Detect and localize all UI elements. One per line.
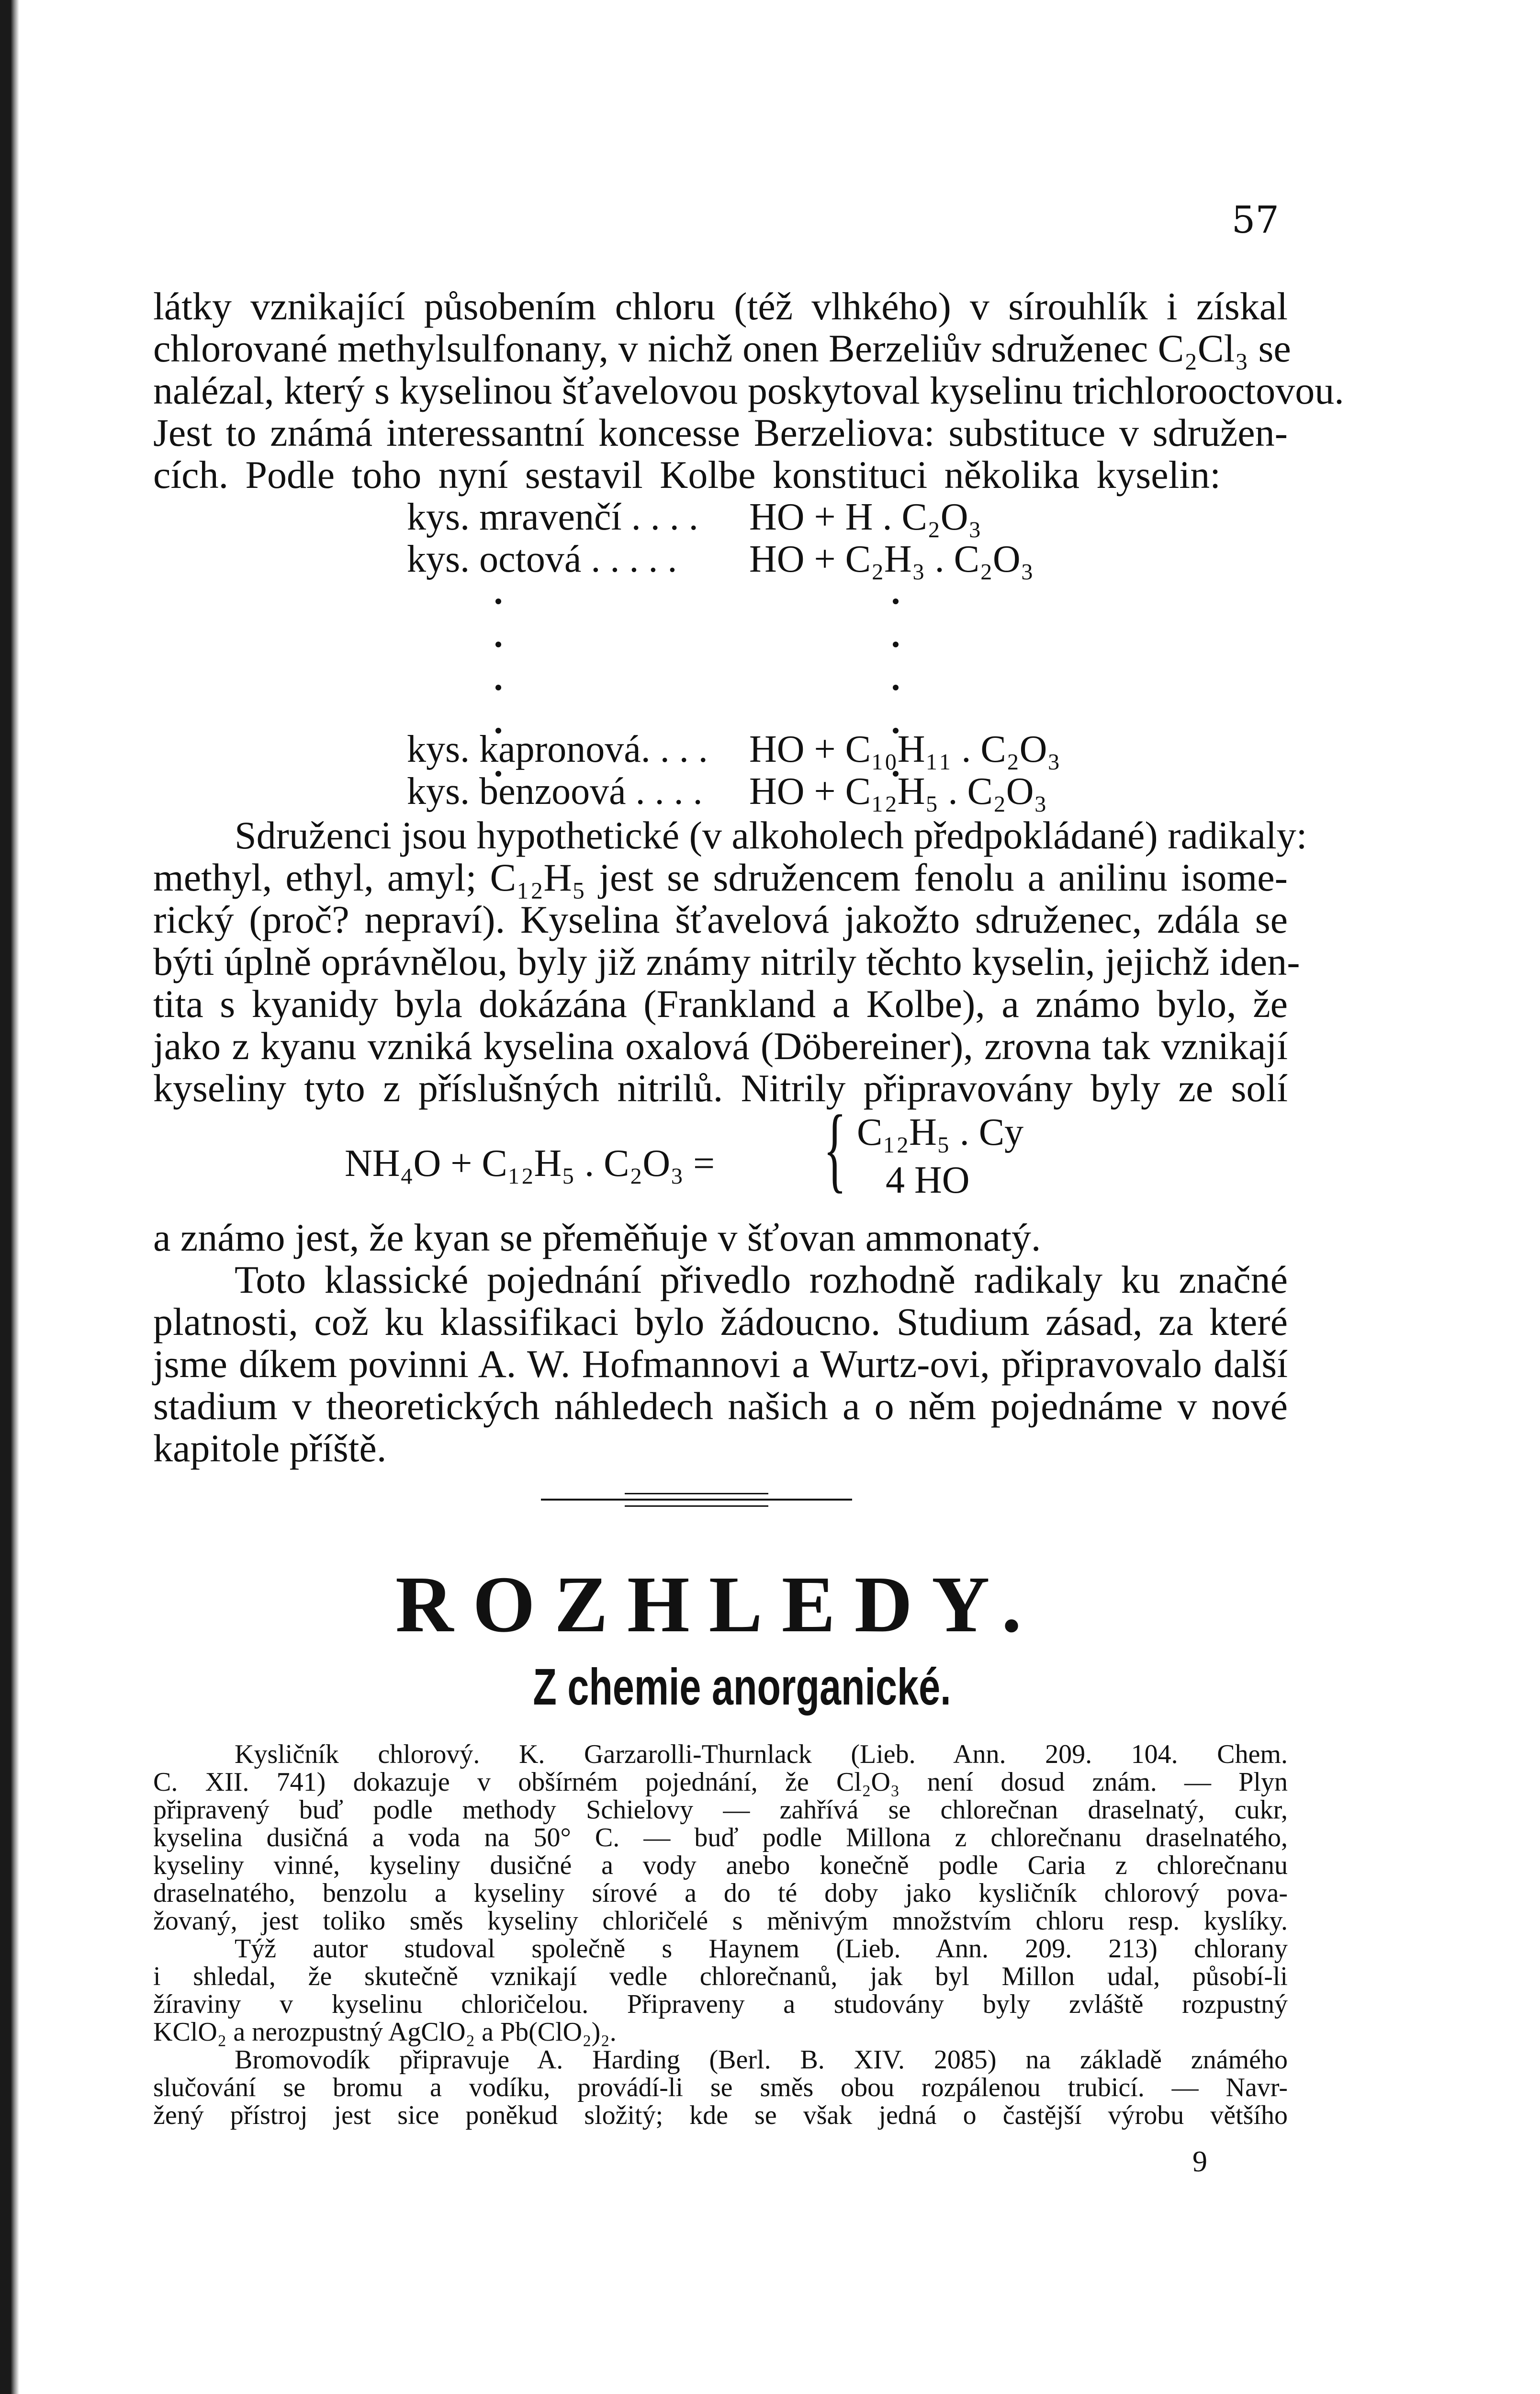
equation-right-top: C₁₂H₅ . Cy bbox=[857, 1111, 1024, 1153]
signature-mark: 9 bbox=[1192, 2146, 1207, 2178]
section-divider-accent-top bbox=[625, 1493, 768, 1494]
paragraph2-line-4: býti úplně oprávnělou, byly již známy nitrily těchto kyselin, jejichž iden- bbox=[153, 940, 1300, 983]
paragraph1-line-1: látky vznikající působením chloru (též vlhkého) v sírouhlík i získal bbox=[153, 284, 1288, 328]
paragraph3-line-6: kapitole příště. bbox=[153, 1426, 387, 1470]
formula-name-benzoic: kys. benzoová . . . . bbox=[407, 770, 703, 813]
paragraph3-line-1: a známo jest, že kyan se přeměňuje v šťovan ammonatý. bbox=[153, 1216, 1041, 1259]
small-line-13: slučování se bromu a vodíku, provádí-li se směs obou rozpálenou trubicí. — Navr- bbox=[153, 2073, 1288, 2102]
page-number: 57 bbox=[1231, 199, 1279, 242]
equation-right-bottom: 4 HO bbox=[886, 1159, 970, 1201]
small-line-10: žíraviny v kyselinu chloričelou. Připraveny a studovány byly zvláště rozpustný bbox=[153, 1989, 1288, 2019]
small-line-2: C. XII. 741) dokazuje v obšírném pojednání, že Cl₂O₃ není dosud znám. — Plyn bbox=[153, 1767, 1288, 1797]
formula-name-acetic: kys. octová . . . . . bbox=[407, 538, 677, 580]
paragraph1-line-2: chlorované methylsulfonany, v nichž onen Berzeliův sdruženec C₂Cl₃ se bbox=[153, 327, 1291, 370]
paragraph3-line-4: jsme díkem povinni A. W. Hofmannovi a Wurtz-ovi, připravovalo další bbox=[153, 1342, 1288, 1386]
ellipsis-dot bbox=[893, 642, 899, 647]
ellipsis-dot bbox=[495, 685, 501, 690]
formula-eq-benzoic: HO + C₁₂H₅ . C₂O₃ bbox=[749, 770, 1047, 813]
paragraph2-line-3: rický (proč? nepraví). Kyselina šťavelová jakožto sdruženec, zdála se bbox=[153, 898, 1288, 941]
ellipsis-dot bbox=[893, 685, 899, 690]
paragraph2-line-1: Sdruženci jsou hypothetické (v alkoholech předpokládané) radikaly: bbox=[235, 813, 1307, 857]
ellipsis-dot bbox=[495, 598, 501, 604]
subsection-title: Z chemie anorganické. bbox=[533, 1658, 951, 1716]
small-line-14: žený přístroj jest sice poněkud složitý; kde se však jedná o častější výrobu většího bbox=[153, 2100, 1288, 2130]
section-divider-accent-bottom bbox=[625, 1505, 768, 1507]
small-line-6: draselnatého, benzolu a kyseliny sírové a do té doby jako kysličník chlorový pova- bbox=[153, 1878, 1288, 1908]
formula-eq-acetic: HO + C₂H₃ . C₂O₃ bbox=[749, 538, 1034, 580]
formula-name-caproic: kys. kapronová. . . . bbox=[407, 728, 708, 770]
paragraph2-line-7: kyseliny tyto z příslušných nitrilů. Nitrily připravovány byly ze solí bbox=[153, 1066, 1288, 1110]
section-title: ROZHLEDY. bbox=[395, 1560, 1041, 1649]
paragraph3-line-5: stadium v theoretických náhledech našich a o něm pojednáme v nové bbox=[153, 1384, 1288, 1428]
small-line-5: kyseliny vinné, kyseliny dusičné a vody anebo konečně podle Caria z chlorečnanu bbox=[153, 1851, 1288, 1880]
paragraph3-line-3: platnosti, což ku klassifikaci bylo žádoucno. Studium zásad, za které bbox=[153, 1300, 1288, 1344]
small-line-9: i shledal, že skutečně vznikají vedle chlorečnanů, jak byl Millon udal, působí-li bbox=[153, 1962, 1288, 1991]
small-line-8: Týž autor studoval společně s Haynem (Lieb. Ann. 209. 213) chlorany bbox=[235, 1934, 1288, 1964]
paragraph3-line-2: Toto klassické pojednání přivedlo rozhodně radikaly ku značné bbox=[235, 1258, 1288, 1301]
ellipsis-dot bbox=[495, 642, 501, 647]
paragraph1-line-5: cích. Podle toho nyní sestavil Kolbe konstituci několika kyselin: bbox=[153, 453, 1221, 497]
paragraph1-line-4: Jest to známá interessantní koncesse Berzeliova: substituce v sdružen- bbox=[153, 411, 1288, 454]
small-line-12: Bromovodík připravuje A. Harding (Berl. B. XIV. 2085) na základě známého bbox=[235, 2045, 1288, 2075]
ellipsis-dot bbox=[893, 598, 899, 604]
equation-left: NH₄O + C₁₂H₅ . C₂O₃ = bbox=[345, 1142, 715, 1185]
section-divider-rule bbox=[541, 1499, 852, 1501]
equation-brace: { bbox=[823, 1096, 846, 1202]
small-line-4: kyselina dusičná a voda na 50° C. — buď podle Millona z chlorečnanu draselnatého, bbox=[153, 1823, 1288, 1852]
formula-eq-formic: HO + H . C₂O₃ bbox=[749, 496, 982, 538]
formula-name-formic: kys. mravenčí . . . . bbox=[407, 496, 698, 538]
small-line-7: žovaný, jest toliko směs kyseliny chloričelé s měnivým množstvím chloru resp. kyslíky. bbox=[153, 1906, 1288, 1936]
small-line-11: KClO₂ a nerozpustný AgClO₂ a Pb(ClO₂)₂. bbox=[153, 2017, 617, 2047]
small-line-3: připravený buď podle methody Schielovy — zahřívá se chlorečnan draselnatý, cukr, bbox=[153, 1795, 1288, 1825]
formula-eq-caproic: HO + C₁₀H₁₁ . C₂O₃ bbox=[749, 728, 1061, 770]
paragraph2-line-6: jako z kyanu vzniká kyselina oxalová (Döbereiner), zrovna tak vznikají bbox=[153, 1024, 1288, 1068]
page-edge-shadow bbox=[0, 0, 19, 2394]
paragraph2-line-2: methyl, ethyl, amyl; C₁₂H₅ jest se sdružencem fenolu a anilinu isome- bbox=[153, 856, 1288, 899]
paragraph2-line-5: tita s kyanidy byla dokázána (Frankland a Kolbe), a známo bylo, že bbox=[153, 982, 1288, 1026]
small-line-1: Kysličník chlorový. K. Garzarolli-Thurnlack (Lieb. Ann. 209. 104. Chem. bbox=[235, 1739, 1288, 1769]
paragraph1-line-3: nalézal, který s kyselinou šťavelovou poskytoval kyselinu trichlorooctovou. bbox=[153, 369, 1344, 412]
